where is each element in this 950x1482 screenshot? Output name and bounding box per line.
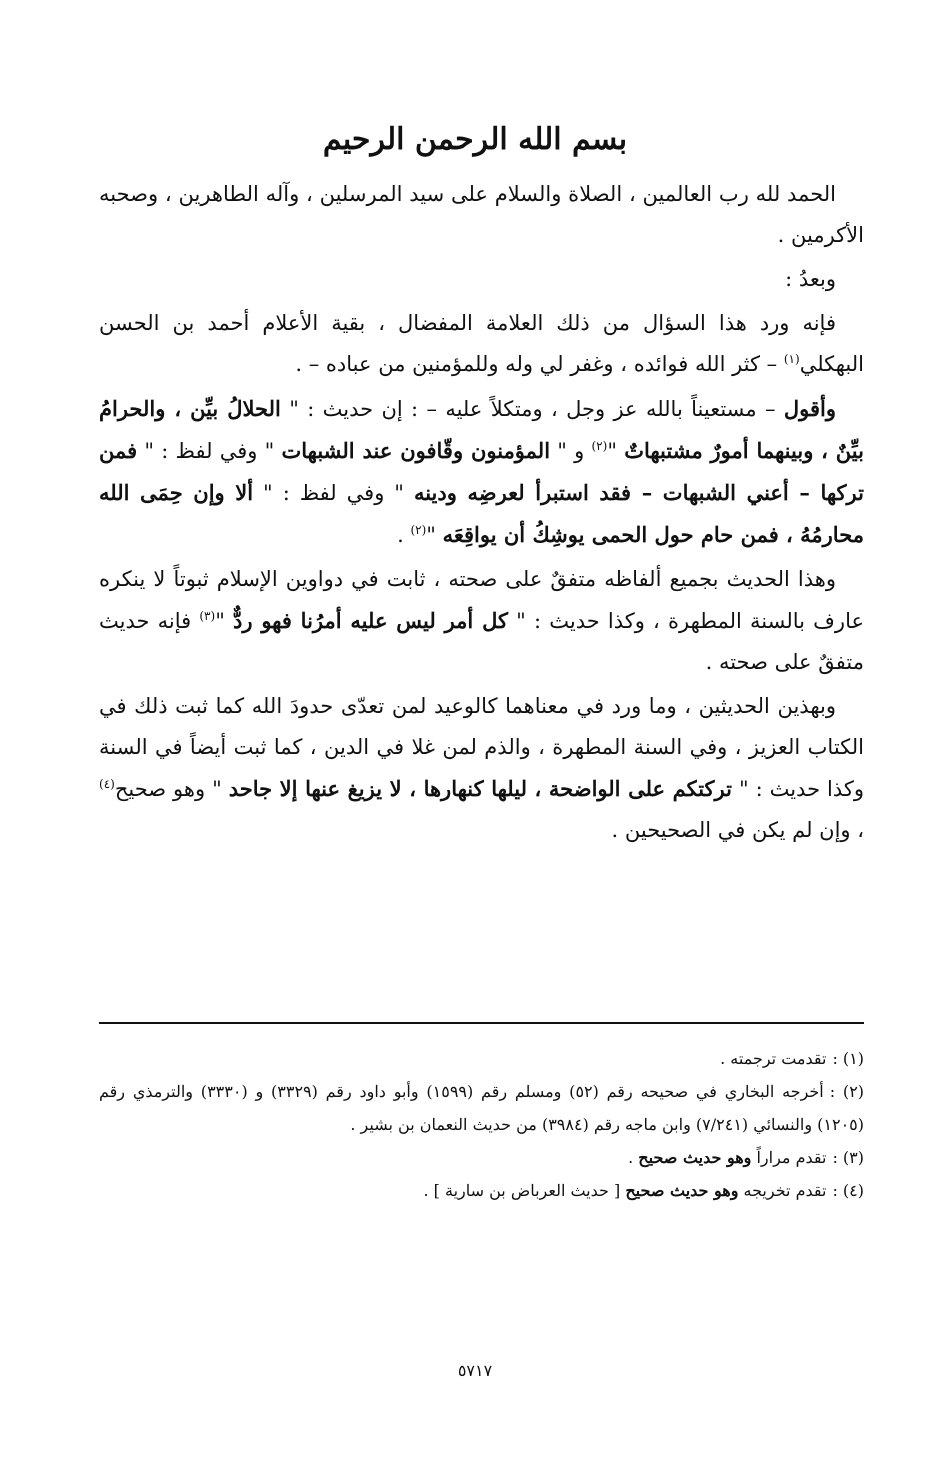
hadith-quote: ألا وإن حِمَى الله محارمُهُ ، فمن حام حول الحمى يوشِكُ أن يواقِعَه bbox=[99, 480, 864, 547]
paragraph-praise: الحمد لله رب العالمين ، الصلاة والسلام على سيد المرسلين ، وآله الطاهرين ، وصحبه الأكرمين . bbox=[99, 182, 864, 247]
footnote-ref: (٣) bbox=[199, 609, 216, 623]
page-title: بسم الله الرحمن الرحيم bbox=[322, 122, 628, 157]
footnote-ref: (٢) bbox=[410, 523, 427, 537]
page-number: ٥٧١٧ bbox=[457, 1361, 493, 1380]
footnote-number: (٣) : bbox=[832, 1148, 864, 1167]
hadith-quote: كل أمر ليس عليه أمرُنا فهو ردٌّ bbox=[233, 608, 508, 633]
paragraph-text: " وهو صحيح bbox=[114, 777, 229, 801]
footnote-number: (٤) : bbox=[832, 1181, 864, 1200]
footnote-divider bbox=[99, 1022, 864, 1024]
paragraph-text: فإنه ورد هذا السؤال من ذلك العلامة المفضال ، بقية الأعلام أحمد بن الحسن البهكلي bbox=[99, 311, 864, 376]
footnote-number: (٢) : bbox=[829, 1082, 865, 1101]
footnote-text: [ حديث العرباض بن سارية ] . bbox=[423, 1181, 626, 1200]
paragraph-text: " bbox=[607, 439, 625, 463]
bold-lead: وأقول bbox=[783, 396, 836, 421]
footnote-1 bbox=[99, 1042, 864, 1075]
footnote-number: (١) : bbox=[832, 1049, 864, 1068]
paragraph-text: – كثر الله فوائده ، وغفر لي وله وللمؤمنين من عباده – . bbox=[295, 352, 784, 376]
footnotes bbox=[99, 1042, 864, 1207]
hadith-quote: المؤمنون وقّافون عند الشبهات bbox=[281, 438, 551, 463]
hadith-quote: الحلالُ بيِّن ، والحرامُ بيِّنٌ ، وبينهما أمورٌ مشتبهاتٌ bbox=[99, 396, 864, 463]
paragraph-hadith-radd bbox=[99, 559, 864, 683]
paragraph-text: . bbox=[397, 523, 411, 547]
footnote-text: تقدم مراراً bbox=[751, 1148, 827, 1167]
paragraph-hadith-halal bbox=[99, 388, 864, 556]
footnote-ref: (٢) bbox=[591, 439, 608, 453]
footnote-text: تقدم تخريجه bbox=[738, 1181, 827, 1200]
paragraph-text: " bbox=[426, 523, 443, 547]
footnote-text: أخرجه البخاري في صحيحه رقم (٥٢) ومسلم رقم (١٥٩٩) وأبو داود رقم (٣٣٢٩) و (٣٣٣٠) والترمذي رقم (١٢٠٥) والنسائي (٧/٢٤١) وابن ماجه رقم (٣٩٨٤) من حديث النعمان بن بشير . bbox=[99, 1082, 864, 1134]
paragraph-question-source bbox=[99, 303, 864, 385]
paragraph-text: " وفي لفظ : " bbox=[137, 439, 282, 463]
footnote-bold: وهو حديث صحيح bbox=[625, 1181, 739, 1200]
footnote-bold: وهو حديث صحيح bbox=[638, 1148, 752, 1167]
paragraph-text: ، وإن لم يكن في الصحيحين . bbox=[611, 818, 864, 842]
footnote-ref: (١) bbox=[783, 352, 800, 366]
footnote-4 bbox=[99, 1174, 864, 1207]
paragraph-text: وبهذين الحديثين ، وما ورد في معناهما كالوعيد لمن تعدّى حدودَ الله كما ثبت ذلك في الكتاب العزيز ، وفي السنة المطهرة ، والذم لمن غلا في الدين ، كما ثبت أيضاً في السنة وكذا حديث : " bbox=[99, 694, 865, 801]
main-text bbox=[99, 174, 864, 851]
paragraph-text: " bbox=[215, 609, 234, 633]
paragraph-text: وهذا الحديث بجميع ألفاظه متفقٌ على صحته ، ثابت في دواوين الإسلام ثبوتاً لا ينكره عارف بالسنة المطهرة ، وكذا حديث : " bbox=[99, 567, 864, 633]
hadith-quote: فمن تركها – أعني الشبهات – فقد استبرأ لعرضِه ودينه bbox=[99, 438, 864, 505]
paragraph-transition: وبعدُ : bbox=[785, 267, 836, 291]
footnote-3 bbox=[99, 1141, 864, 1174]
footnote-ref: (٤) bbox=[99, 777, 115, 791]
paragraph-hadith-wadiha bbox=[99, 686, 864, 851]
paragraph-text: و " bbox=[550, 439, 592, 463]
hadith-quote: تركتكم على الواضحة ، ليلها كنهارها ، لا يزيغ عنها إلا جاحد bbox=[228, 776, 732, 801]
footnote-text: . bbox=[628, 1148, 639, 1167]
paragraph-text: فإنه حديث متفقٌ على صحته . bbox=[99, 609, 864, 674]
paragraph-text: – مستعيناً بالله عز وجل ، ومتكلاً عليه – : إن حديث : " bbox=[280, 397, 784, 421]
footnote-text: تقدمت ترجمته . bbox=[720, 1049, 827, 1068]
footnote-2 bbox=[99, 1075, 864, 1141]
paragraph-text: " وفي لفظ : " bbox=[253, 481, 414, 505]
